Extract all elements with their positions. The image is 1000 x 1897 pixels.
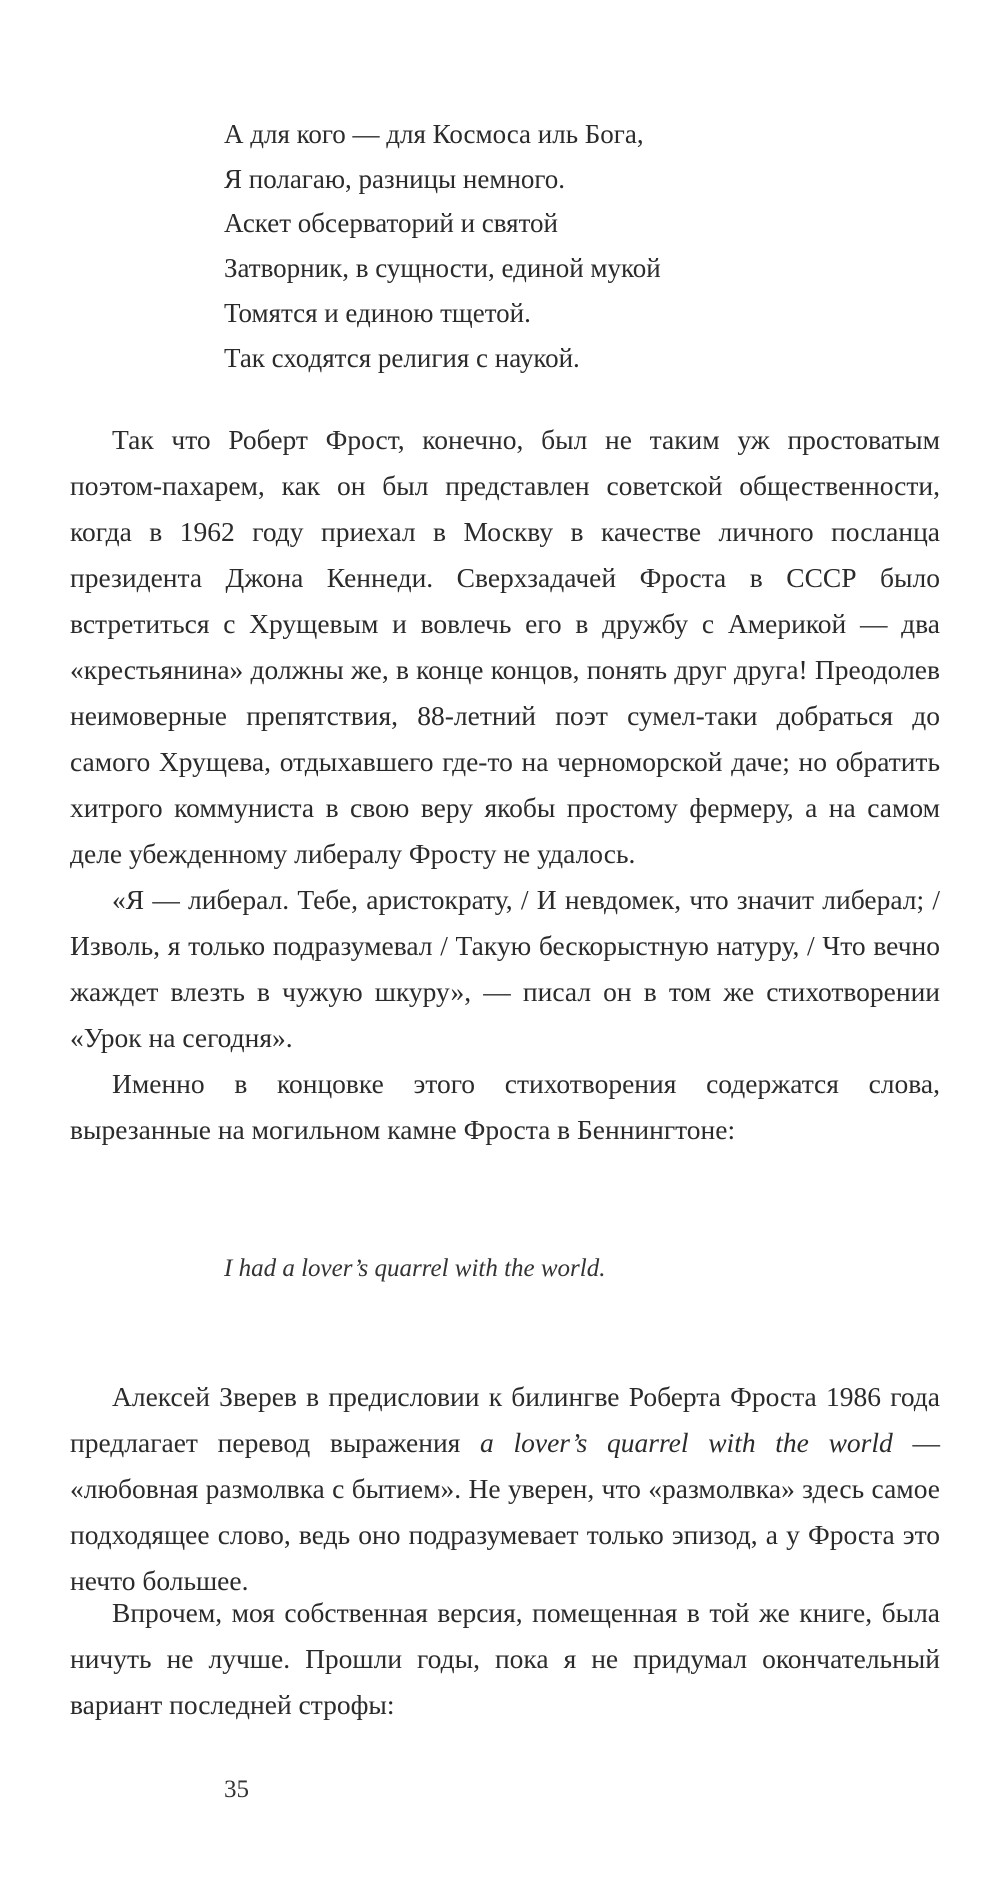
paragraph: Именно в концовке этого стихотворения содержатся слова, вырезанные на могильном камне Фроста в Беннингтоне: bbox=[70, 1068, 940, 1145]
paragraph: Впрочем, моя собственная версия, помещенная в той же книге, была ничуть не лучше. Прошли годы, пока я не придумал окончательный вариант последней строфы: bbox=[70, 1597, 940, 1720]
poem-line: Томятся и единою тщетой. bbox=[224, 297, 531, 328]
poem-stanza bbox=[224, 112, 661, 380]
poem-line: Затворник, в сущности, единой мукой bbox=[224, 253, 661, 284]
prose-block bbox=[70, 417, 940, 1153]
poem-line: Я полагаю, разницы немного. bbox=[224, 163, 566, 194]
paragraph: Так что Роберт Фрост, конечно, был не таким уж простоватым поэтом-пахарем, как он был представлен советской общественности, когда в 1962 году приехал в Москву в качестве личного посланца президента Джона Кеннеди. Сверхзадачей Фроста в СССР было встретиться с Хрущевым и вовлечь его в дружбу с Америкой — два «крестьянина» должны же, в конце концов, понять друг друга! Преодолев неимоверные препятствия, 88-летний поэт сумел-таки добраться до самого Хрущева, отдыхавшего где-то на черноморской даче; но обратить хитрого коммуниста в свою веру якобы простому фермеру, а на самом деле убежденному либералу Фросту не удалось. bbox=[70, 424, 940, 869]
text-run: Алексей Зверев в предисловии к билингве Роберта Фроста 1986 года предлагает перевод выражения bbox=[70, 1381, 940, 1458]
poem-line: А для кого — для Космоса иль Бога, bbox=[224, 119, 644, 149]
quote-paragraph: «Я — либерал. Тебе, аристократу, / И невдомек, что значит либерал; / Изволь, я только подразумевал / Такую бескорыстную натуру, / Что вечно жаждет влезть в чужую шкуру», — писал он в том же стихотворении «Урок на сегодня». bbox=[70, 884, 940, 1053]
italic-phrase: a lover’s quarrel with the world bbox=[480, 1427, 893, 1458]
paragraph bbox=[70, 1374, 940, 1604]
prose-block bbox=[70, 1590, 940, 1728]
text-run: — «любовная размолвка с бытием». Не уверен, что «размолвка» здесь самое подходящее слово, ведь оно подразумевает только эпизод, а у Фроста это нечто большее. bbox=[70, 1427, 940, 1596]
prose-block bbox=[70, 1374, 940, 1604]
poem-line: Так сходятся религия с наукой. bbox=[224, 342, 580, 373]
epigraph-quote: I had a lover’s quarrel with the world. bbox=[224, 1255, 606, 1282]
page-number: 35 bbox=[224, 1776, 249, 1803]
poem-line: Аскет обсерваторий и святой bbox=[224, 208, 558, 239]
